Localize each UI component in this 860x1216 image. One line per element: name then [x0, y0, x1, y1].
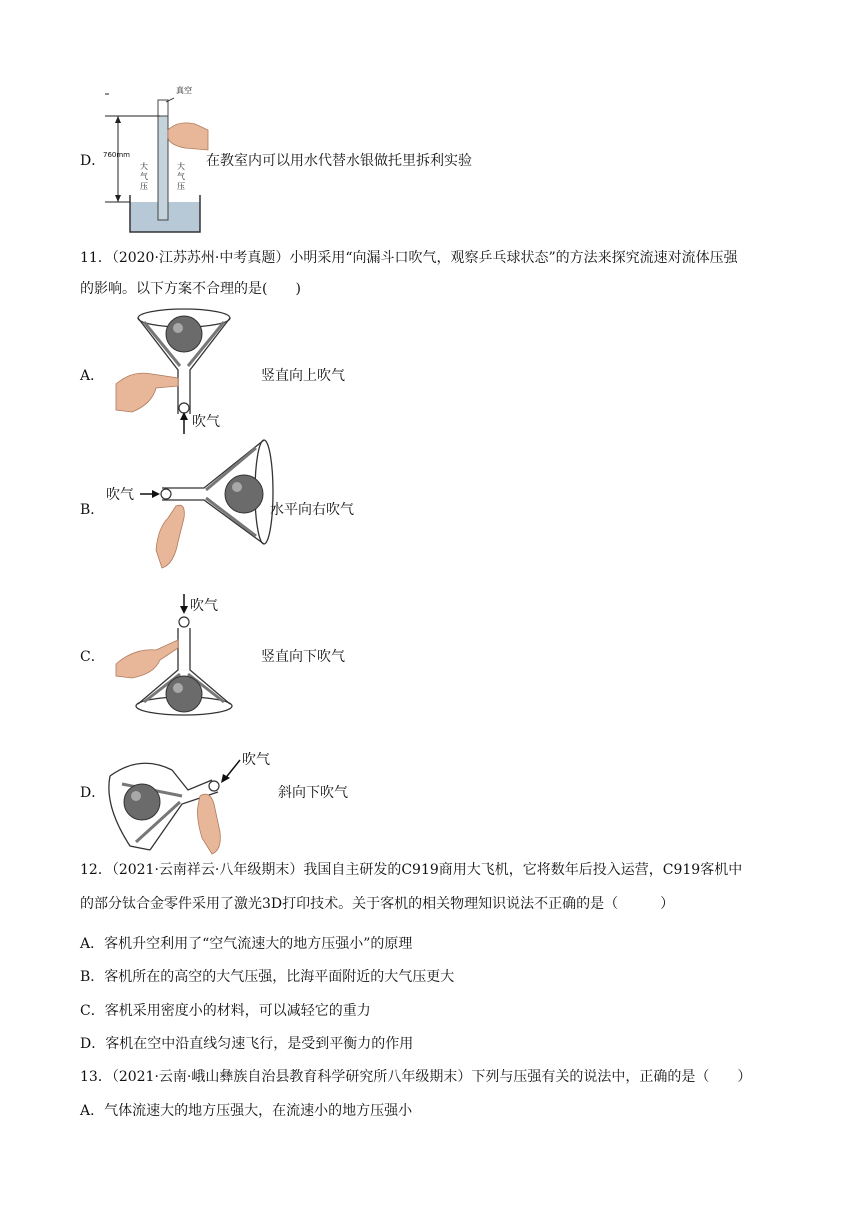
q12-stem-line1: 12．（2021·云南祥云·八年级期末）我国自主研发的C919商用大飞机，它将数年后投入运营，C919客机中	[80, 862, 743, 878]
q11-b-blow-label: 吹气	[106, 487, 134, 503]
q11-d-blow-label: 吹气	[242, 752, 270, 768]
q10-option-d-letter: D．	[80, 153, 106, 169]
q12-option-d: D．客机在空中沿直线匀速飞行，是受到平衡力的作用	[80, 1036, 414, 1052]
q11-figure-d	[100, 746, 280, 856]
q12-option-c: C．客机采用密度小的材料，可以减轻它的重力	[80, 1003, 371, 1019]
q11-option-b-letter: B．	[80, 502, 105, 518]
left-pressure-label: 大 气 压	[140, 162, 148, 191]
q13-option-a: A．气体流速大的地方压强大，在流速小的地方压强小	[80, 1103, 413, 1119]
q10-option-d-text: 在教室内可以用水代替水银做托里拆利实验	[206, 153, 472, 169]
q12-stem-line2: 的部分钛合金零件采用了激光3D打印技术。关于客机的相关物理知识说法不正确的是（ ）	[80, 896, 675, 912]
torricelli-figure	[100, 86, 210, 235]
q13-stem: 13．（2021·云南·峨山彝族自治县教育科学研究所八年级期末）下列与压强有关的说法中，正确的是（ ）	[80, 1069, 752, 1085]
q11-option-a-letter: A．	[80, 368, 105, 384]
vacuum-label: 真空	[176, 86, 192, 95]
q11-option-d-letter: D．	[80, 785, 106, 801]
q11-option-c-text: 竖直向下吹气	[261, 649, 345, 665]
q12-option-a: A．客机升空利用了“空气流速大的地方压强小”的原理	[80, 936, 413, 952]
height-label: 760mm	[103, 151, 130, 159]
q11-figure-c	[112, 594, 262, 724]
q12-option-b: B．客机所在的高空的大气压强，比海平面附近的大气压更大	[80, 969, 455, 985]
q11-figure-a	[112, 304, 242, 434]
right-pressure-label: 大 气 压	[177, 162, 185, 191]
q11-a-blow-label: 吹气	[192, 414, 220, 430]
q11-option-a-text: 竖直向上吹气	[261, 368, 345, 384]
q11-option-d-text: 斜向下吹气	[278, 785, 348, 801]
q11-stem-line2: 的影响。以下方案不合理的是( )	[80, 281, 301, 297]
q11-option-b-text: 水平向右吹气	[270, 502, 354, 518]
q11-figure-b	[106, 432, 276, 572]
q11-option-c-letter: C．	[80, 649, 105, 665]
q11-stem-line1: 11．（2020·江苏苏州·中考真题）小明采用“向漏斗口吹气，观察乒乓球状态”的方法来探究流速对流体压强	[80, 250, 738, 266]
q11-c-blow-label: 吹气	[190, 598, 218, 614]
